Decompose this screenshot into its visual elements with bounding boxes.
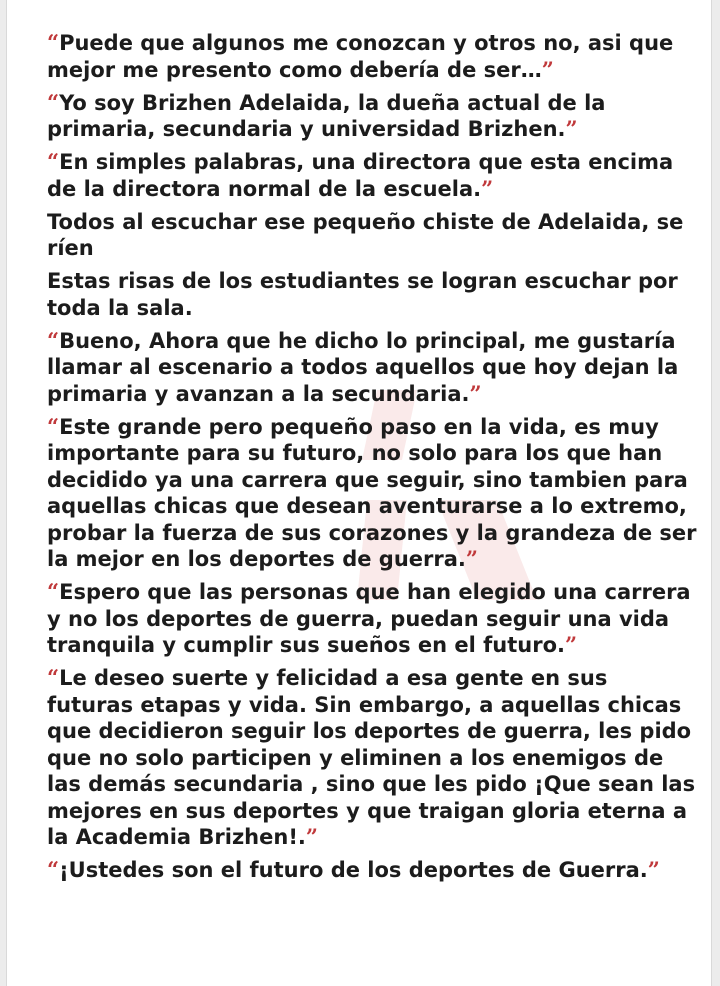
open-quote: “: [47, 413, 60, 439]
close-quote: ”: [469, 380, 482, 406]
paragraph-text: Estas risas de los estudiantes se logran escuchar por toda la sala.: [47, 269, 678, 320]
paragraph: [47, 665, 697, 851]
paragraph: [47, 579, 697, 659]
open-quote: “: [47, 857, 60, 882]
open-quote: “: [47, 327, 60, 353]
document-body: [47, 30, 697, 890]
close-quote: ”: [305, 824, 318, 849]
close-quote: ”: [647, 857, 660, 882]
paragraph: [47, 414, 697, 573]
paragraph: [47, 209, 697, 262]
open-quote: “: [47, 579, 60, 604]
paragraph-text: Bueno, Ahora que he dicho lo principal, me gustaría llamar al escenario a todos aquellos que hoy dejan la primaria y avanzan a la secundaria.: [47, 328, 679, 406]
paragraph-text: Todos al escuchar ese pequeño chiste de Adelaida, se ríen: [47, 209, 684, 260]
open-quote: “: [47, 30, 60, 55]
paragraph-text: ¡Ustedes son el futuro de los deportes de Guerra.: [59, 858, 648, 882]
paragraph: [47, 268, 697, 321]
paragraph-text: Este grande pero pequeño paso en la vida, es muy importante para su futuro, no solo para los que han decidido ya una carrera que seguir, sino tambien para aquellas chicas que desean aventurarse a lo extremo, probar la fuerza de sus corazones y la grandeza de ser la mejor en los deportes de guerra.: [47, 414, 697, 571]
paragraph: [47, 30, 697, 83]
paragraph-text: Yo soy Brizhen Adelaida, la dueña actual de la primaria, secundaria y universidad Brizhen.: [47, 90, 606, 141]
close-quote: ”: [541, 56, 554, 82]
close-quote: ”: [565, 116, 578, 141]
close-quote: ”: [465, 546, 478, 571]
open-quote: “: [47, 89, 60, 115]
paragraph: [47, 90, 697, 143]
paragraph: [47, 857, 697, 884]
paragraph: [47, 328, 697, 408]
paragraph: [47, 149, 697, 202]
open-quote: “: [47, 665, 60, 690]
close-quote: ”: [481, 175, 494, 201]
paragraph-text: Puede que algunos me conozcan y otros no, asi que mejor me presento como debería de ser…: [47, 31, 674, 82]
paragraph-text: Espero que las personas que han elegido una carrera y no los deportes de guerra, puedan seguir una vida tranquila y cumplir sus sueños en el futuro.: [47, 580, 691, 657]
paragraph-text: En simples palabras, una directora que esta encima de la directora normal de la escuela.: [47, 150, 674, 201]
close-quote: ”: [565, 632, 578, 657]
open-quote: “: [47, 149, 60, 174]
paragraph-text: Le deseo suerte y felicidad a esa gente en sus futuras etapas y vida. Sin embargo, a aquellas chicas que decidieron seguir los deportes de guerra, les pido que no solo participen y eliminen a los enemigos de las demás secundaria , sino que les pido ¡Que sean las mejores en sus deportes y que traigan gloria eterna a la Academia Brizhen!.: [47, 666, 696, 849]
document-page: [6, 0, 712, 986]
